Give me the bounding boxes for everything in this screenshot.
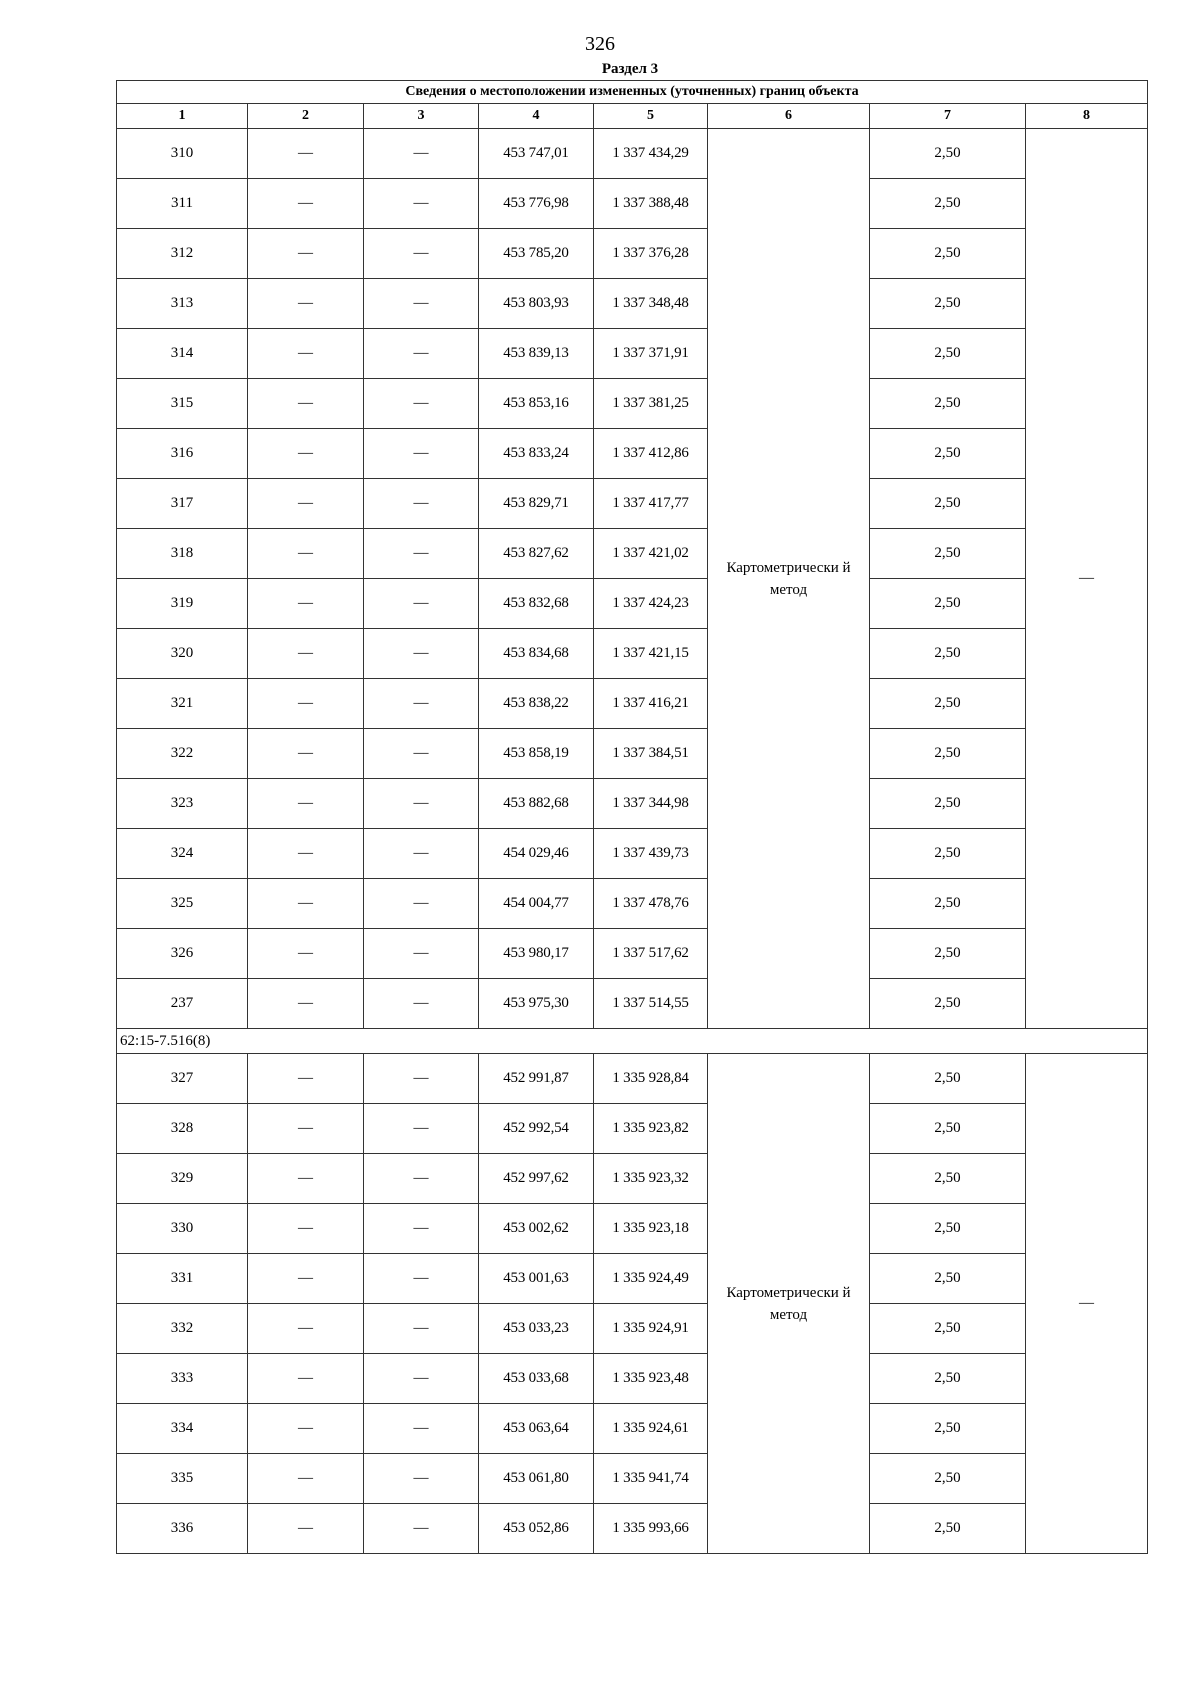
old-x-coordinate: — xyxy=(248,479,364,529)
table-row xyxy=(117,1104,1148,1154)
point-number: 327 xyxy=(117,1054,248,1104)
point-number: 336 xyxy=(117,1504,248,1554)
new-x-coordinate: 453 832,68 xyxy=(479,579,594,629)
new-y-coordinate: 1 337 417,77 xyxy=(594,479,708,529)
point-number: 310 xyxy=(117,129,248,179)
new-y-coordinate: 1 337 424,23 xyxy=(594,579,708,629)
page-number: 326 xyxy=(585,33,615,55)
old-y-coordinate: — xyxy=(364,629,479,679)
point-number: 324 xyxy=(117,829,248,879)
determination-method: Картометрически й метод xyxy=(708,1054,870,1554)
point-number: 237 xyxy=(117,979,248,1029)
accuracy-value: 2,50 xyxy=(870,579,1026,629)
table-row xyxy=(117,129,1148,179)
old-y-coordinate: — xyxy=(364,1154,479,1204)
new-x-coordinate: 453 033,23 xyxy=(479,1304,594,1354)
old-y-coordinate: — xyxy=(364,829,479,879)
table-row xyxy=(117,629,1148,679)
old-x-coordinate: — xyxy=(248,179,364,229)
old-x-coordinate: — xyxy=(248,879,364,929)
accuracy-value: 2,50 xyxy=(870,779,1026,829)
old-x-coordinate: — xyxy=(248,779,364,829)
new-y-coordinate: 1 337 421,02 xyxy=(594,529,708,579)
old-x-coordinate: — xyxy=(248,1254,364,1304)
new-y-coordinate: 1 337 514,55 xyxy=(594,979,708,1029)
accuracy-value: 2,50 xyxy=(870,1304,1026,1354)
boundary-coordinates-table xyxy=(116,80,1148,1554)
new-x-coordinate: 453 838,22 xyxy=(479,679,594,729)
accuracy-value: 2,50 xyxy=(870,429,1026,479)
new-y-coordinate: 1 337 416,21 xyxy=(594,679,708,729)
new-x-coordinate: 453 827,62 xyxy=(479,529,594,579)
table-caption: Сведения о местоположении измененных (уточненных) границ объекта xyxy=(117,81,1148,104)
old-y-coordinate: — xyxy=(364,179,479,229)
old-x-coordinate: — xyxy=(248,629,364,679)
old-x-coordinate: — xyxy=(248,379,364,429)
new-y-coordinate: 1 337 384,51 xyxy=(594,729,708,779)
table-row xyxy=(117,1204,1148,1254)
table-row xyxy=(117,179,1148,229)
new-x-coordinate: 453 833,24 xyxy=(479,429,594,479)
new-y-coordinate: 1 337 412,86 xyxy=(594,429,708,479)
new-y-coordinate: 1 337 371,91 xyxy=(594,329,708,379)
old-x-coordinate: — xyxy=(248,1454,364,1504)
new-y-coordinate: 1 335 923,32 xyxy=(594,1154,708,1204)
old-y-coordinate: — xyxy=(364,779,479,829)
old-y-coordinate: — xyxy=(364,979,479,1029)
table-row xyxy=(117,429,1148,479)
new-x-coordinate: 452 991,87 xyxy=(479,1054,594,1104)
table-caption-row xyxy=(117,81,1148,104)
table-row xyxy=(117,829,1148,879)
old-y-coordinate: — xyxy=(364,879,479,929)
new-y-coordinate: 1 335 924,91 xyxy=(594,1304,708,1354)
old-y-coordinate: — xyxy=(364,1204,479,1254)
new-x-coordinate: 453 785,20 xyxy=(479,229,594,279)
old-x-coordinate: — xyxy=(248,1204,364,1254)
point-number: 312 xyxy=(117,229,248,279)
column-header: 2 xyxy=(248,104,364,129)
new-y-coordinate: 1 337 381,25 xyxy=(594,379,708,429)
point-description: — xyxy=(1026,1054,1148,1554)
table-row xyxy=(117,1154,1148,1204)
new-x-coordinate: 453 829,71 xyxy=(479,479,594,529)
table-row xyxy=(117,1454,1148,1504)
accuracy-value: 2,50 xyxy=(870,1354,1026,1404)
old-y-coordinate: — xyxy=(364,679,479,729)
table-row xyxy=(117,779,1148,829)
old-x-coordinate: — xyxy=(248,579,364,629)
accuracy-value: 2,50 xyxy=(870,479,1026,529)
new-x-coordinate: 453 776,98 xyxy=(479,179,594,229)
new-x-coordinate: 453 033,68 xyxy=(479,1354,594,1404)
table-row xyxy=(117,579,1148,629)
point-number: 322 xyxy=(117,729,248,779)
column-header: 8 xyxy=(1026,104,1148,129)
new-y-coordinate: 1 337 376,28 xyxy=(594,229,708,279)
new-x-coordinate: 453 001,63 xyxy=(479,1254,594,1304)
accuracy-value: 2,50 xyxy=(870,1054,1026,1104)
determination-method: Картометрически й метод xyxy=(708,129,870,1029)
accuracy-value: 2,50 xyxy=(870,329,1026,379)
new-x-coordinate: 453 061,80 xyxy=(479,1454,594,1504)
new-y-coordinate: 1 335 924,49 xyxy=(594,1254,708,1304)
old-x-coordinate: — xyxy=(248,1404,364,1454)
new-y-coordinate: 1 337 344,98 xyxy=(594,779,708,829)
point-number: 320 xyxy=(117,629,248,679)
accuracy-value: 2,50 xyxy=(870,529,1026,579)
table-row xyxy=(117,1504,1148,1554)
new-y-coordinate: 1 337 434,29 xyxy=(594,129,708,179)
old-x-coordinate: — xyxy=(248,1354,364,1404)
column-header: 3 xyxy=(364,104,479,129)
table-row xyxy=(117,379,1148,429)
old-x-coordinate: — xyxy=(248,429,364,479)
accuracy-value: 2,50 xyxy=(870,629,1026,679)
column-header: 7 xyxy=(870,104,1026,129)
new-x-coordinate: 452 992,54 xyxy=(479,1104,594,1154)
new-x-coordinate: 453 980,17 xyxy=(479,929,594,979)
accuracy-value: 2,50 xyxy=(870,1104,1026,1154)
old-x-coordinate: — xyxy=(248,1504,364,1554)
new-x-coordinate: 453 839,13 xyxy=(479,329,594,379)
point-number: 335 xyxy=(117,1454,248,1504)
old-x-coordinate: — xyxy=(248,1054,364,1104)
new-y-coordinate: 1 335 923,82 xyxy=(594,1104,708,1154)
accuracy-value: 2,50 xyxy=(870,979,1026,1029)
old-y-coordinate: — xyxy=(364,1104,479,1154)
point-number: 326 xyxy=(117,929,248,979)
old-x-coordinate: — xyxy=(248,129,364,179)
accuracy-value: 2,50 xyxy=(870,679,1026,729)
new-y-coordinate: 1 337 478,76 xyxy=(594,879,708,929)
point-number: 323 xyxy=(117,779,248,829)
new-x-coordinate: 453 975,30 xyxy=(479,979,594,1029)
old-x-coordinate: — xyxy=(248,1304,364,1354)
new-x-coordinate: 453 834,68 xyxy=(479,629,594,679)
table-row xyxy=(117,279,1148,329)
accuracy-value: 2,50 xyxy=(870,879,1026,929)
accuracy-value: 2,50 xyxy=(870,729,1026,779)
new-y-coordinate: 1 335 941,74 xyxy=(594,1454,708,1504)
old-x-coordinate: — xyxy=(248,679,364,729)
point-number: 332 xyxy=(117,1304,248,1354)
accuracy-value: 2,50 xyxy=(870,1404,1026,1454)
point-number: 319 xyxy=(117,579,248,629)
old-y-coordinate: — xyxy=(364,1304,479,1354)
old-x-coordinate: — xyxy=(248,1154,364,1204)
new-x-coordinate: 453 882,68 xyxy=(479,779,594,829)
accuracy-value: 2,50 xyxy=(870,229,1026,279)
table-row xyxy=(117,1254,1148,1304)
point-number: 314 xyxy=(117,329,248,379)
new-y-coordinate: 1 335 928,84 xyxy=(594,1054,708,1104)
new-x-coordinate: 453 853,16 xyxy=(479,379,594,429)
new-x-coordinate: 454 029,46 xyxy=(479,829,594,879)
old-x-coordinate: — xyxy=(248,729,364,779)
accuracy-value: 2,50 xyxy=(870,1454,1026,1504)
point-number: 315 xyxy=(117,379,248,429)
old-x-coordinate: — xyxy=(248,1104,364,1154)
accuracy-value: 2,50 xyxy=(870,1204,1026,1254)
old-y-coordinate: — xyxy=(364,229,479,279)
point-number: 311 xyxy=(117,179,248,229)
point-number: 316 xyxy=(117,429,248,479)
accuracy-value: 2,50 xyxy=(870,179,1026,229)
new-x-coordinate: 452 997,62 xyxy=(479,1154,594,1204)
new-y-coordinate: 1 337 421,15 xyxy=(594,629,708,679)
point-description: — xyxy=(1026,129,1148,1029)
column-header: 6 xyxy=(708,104,870,129)
new-x-coordinate: 453 803,93 xyxy=(479,279,594,329)
column-header: 4 xyxy=(479,104,594,129)
old-y-coordinate: — xyxy=(364,929,479,979)
new-y-coordinate: 1 337 348,48 xyxy=(594,279,708,329)
old-y-coordinate: — xyxy=(364,1054,479,1104)
accuracy-value: 2,50 xyxy=(870,929,1026,979)
table-row xyxy=(117,529,1148,579)
old-y-coordinate: — xyxy=(364,479,479,529)
point-number: 321 xyxy=(117,679,248,729)
table-row xyxy=(117,929,1148,979)
old-x-coordinate: — xyxy=(248,529,364,579)
point-number: 333 xyxy=(117,1354,248,1404)
point-number: 334 xyxy=(117,1404,248,1454)
accuracy-value: 2,50 xyxy=(870,379,1026,429)
old-y-coordinate: — xyxy=(364,529,479,579)
section-title: Раздел 3 xyxy=(601,61,659,77)
old-y-coordinate: — xyxy=(364,1254,479,1304)
point-number: 328 xyxy=(117,1104,248,1154)
old-y-coordinate: — xyxy=(364,379,479,429)
new-y-coordinate: 1 337 388,48 xyxy=(594,179,708,229)
new-x-coordinate: 453 747,01 xyxy=(479,129,594,179)
old-y-coordinate: — xyxy=(364,1454,479,1504)
new-y-coordinate: 1 337 517,62 xyxy=(594,929,708,979)
accuracy-value: 2,50 xyxy=(870,1154,1026,1204)
new-y-coordinate: 1 335 923,48 xyxy=(594,1354,708,1404)
new-x-coordinate: 454 004,77 xyxy=(479,879,594,929)
accuracy-value: 2,50 xyxy=(870,1504,1026,1554)
old-x-coordinate: — xyxy=(248,979,364,1029)
point-number: 330 xyxy=(117,1204,248,1254)
column-header-row xyxy=(117,104,1148,129)
point-number: 329 xyxy=(117,1154,248,1204)
new-y-coordinate: 1 335 993,66 xyxy=(594,1504,708,1554)
old-y-coordinate: — xyxy=(364,279,479,329)
table-row xyxy=(117,1304,1148,1354)
new-x-coordinate: 453 063,64 xyxy=(479,1404,594,1454)
column-header: 5 xyxy=(594,104,708,129)
table-row xyxy=(117,979,1148,1029)
accuracy-value: 2,50 xyxy=(870,829,1026,879)
table-row xyxy=(117,1054,1148,1104)
table-row xyxy=(117,329,1148,379)
table-row xyxy=(117,229,1148,279)
column-header: 1 xyxy=(117,104,248,129)
point-number: 318 xyxy=(117,529,248,579)
point-number: 317 xyxy=(117,479,248,529)
table-row xyxy=(117,679,1148,729)
old-y-coordinate: — xyxy=(364,429,479,479)
old-y-coordinate: — xyxy=(364,729,479,779)
parcel-group-row xyxy=(117,1029,1148,1054)
old-x-coordinate: — xyxy=(248,229,364,279)
new-y-coordinate: 1 335 924,61 xyxy=(594,1404,708,1454)
point-number: 313 xyxy=(117,279,248,329)
old-x-coordinate: — xyxy=(248,929,364,979)
new-x-coordinate: 453 002,62 xyxy=(479,1204,594,1254)
parcel-number-label: 62:15-7.516(8) xyxy=(117,1029,1148,1054)
table-row xyxy=(117,479,1148,529)
new-x-coordinate: 453 858,19 xyxy=(479,729,594,779)
old-y-coordinate: — xyxy=(364,129,479,179)
new-y-coordinate: 1 337 439,73 xyxy=(594,829,708,879)
point-number: 331 xyxy=(117,1254,248,1304)
old-y-coordinate: — xyxy=(364,1504,479,1554)
new-y-coordinate: 1 335 923,18 xyxy=(594,1204,708,1254)
accuracy-value: 2,50 xyxy=(870,1254,1026,1304)
accuracy-value: 2,50 xyxy=(870,129,1026,179)
table-row xyxy=(117,729,1148,779)
accuracy-value: 2,50 xyxy=(870,279,1026,329)
table-row xyxy=(117,1404,1148,1454)
old-x-coordinate: — xyxy=(248,279,364,329)
old-y-coordinate: — xyxy=(364,329,479,379)
old-y-coordinate: — xyxy=(364,1404,479,1454)
table-row xyxy=(117,879,1148,929)
table-row xyxy=(117,1354,1148,1404)
old-x-coordinate: — xyxy=(248,329,364,379)
old-y-coordinate: — xyxy=(364,579,479,629)
new-x-coordinate: 453 052,86 xyxy=(479,1504,594,1554)
point-number: 325 xyxy=(117,879,248,929)
old-y-coordinate: — xyxy=(364,1354,479,1404)
old-x-coordinate: — xyxy=(248,829,364,879)
